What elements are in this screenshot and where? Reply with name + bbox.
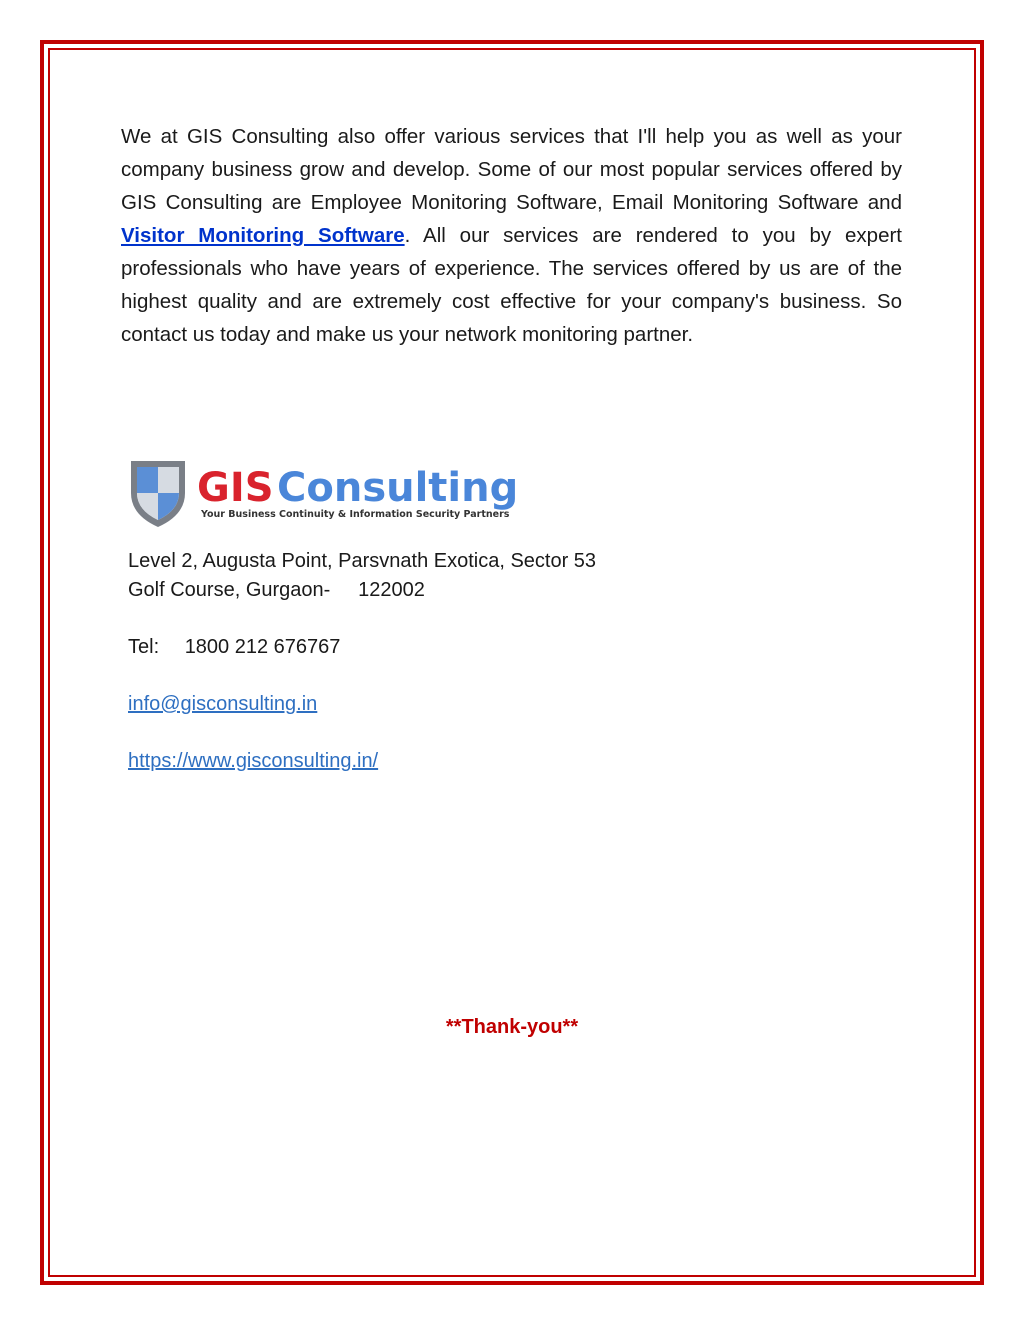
- paragraph-text-before: We at GIS Consulting also offer various services that I'll help you as well as your company business grow and develop. Some of our most popular services offered by GIS Consulting are Employee Monitoring Software, Email Monitoring Software and: [121, 125, 902, 214]
- email-link[interactable]: info@gisconsulting.in: [128, 693, 318, 715]
- visitor-monitoring-link[interactable]: Visitor Monitoring Software: [121, 224, 405, 247]
- address-line-1: Level 2, Augusta Point, Parsvnath Exotica, Sector 53: [128, 550, 597, 572]
- website-link[interactable]: https://www.gisconsulting.in/: [128, 750, 379, 772]
- tel-value: 1800 212 676767: [184, 636, 341, 658]
- paragraph-text-after: . All our services are rendered to you by expert professionals who have years of experience. The services offered by us are of the highest quality and are extremely cost effective for your company's business. So contact us today and make us your network monitoring partner.: [121, 224, 902, 346]
- telephone: [128, 633, 340, 661]
- shield-icon: [131, 461, 185, 527]
- intro-paragraph: [121, 120, 902, 351]
- logo-tagline: Your Business Continuity & Information Security Partners: [201, 509, 510, 520]
- address-line-2: Golf Course, Gurgaon- 122002: [128, 579, 425, 601]
- logo-name-gis: GIS: [197, 465, 274, 511]
- thank-you-text: **Thank-you**: [445, 1016, 579, 1038]
- tel-label: Tel:: [128, 636, 160, 658]
- gis-consulting-logo: [129, 457, 539, 529]
- logo-name-consulting: Consulting: [277, 465, 519, 511]
